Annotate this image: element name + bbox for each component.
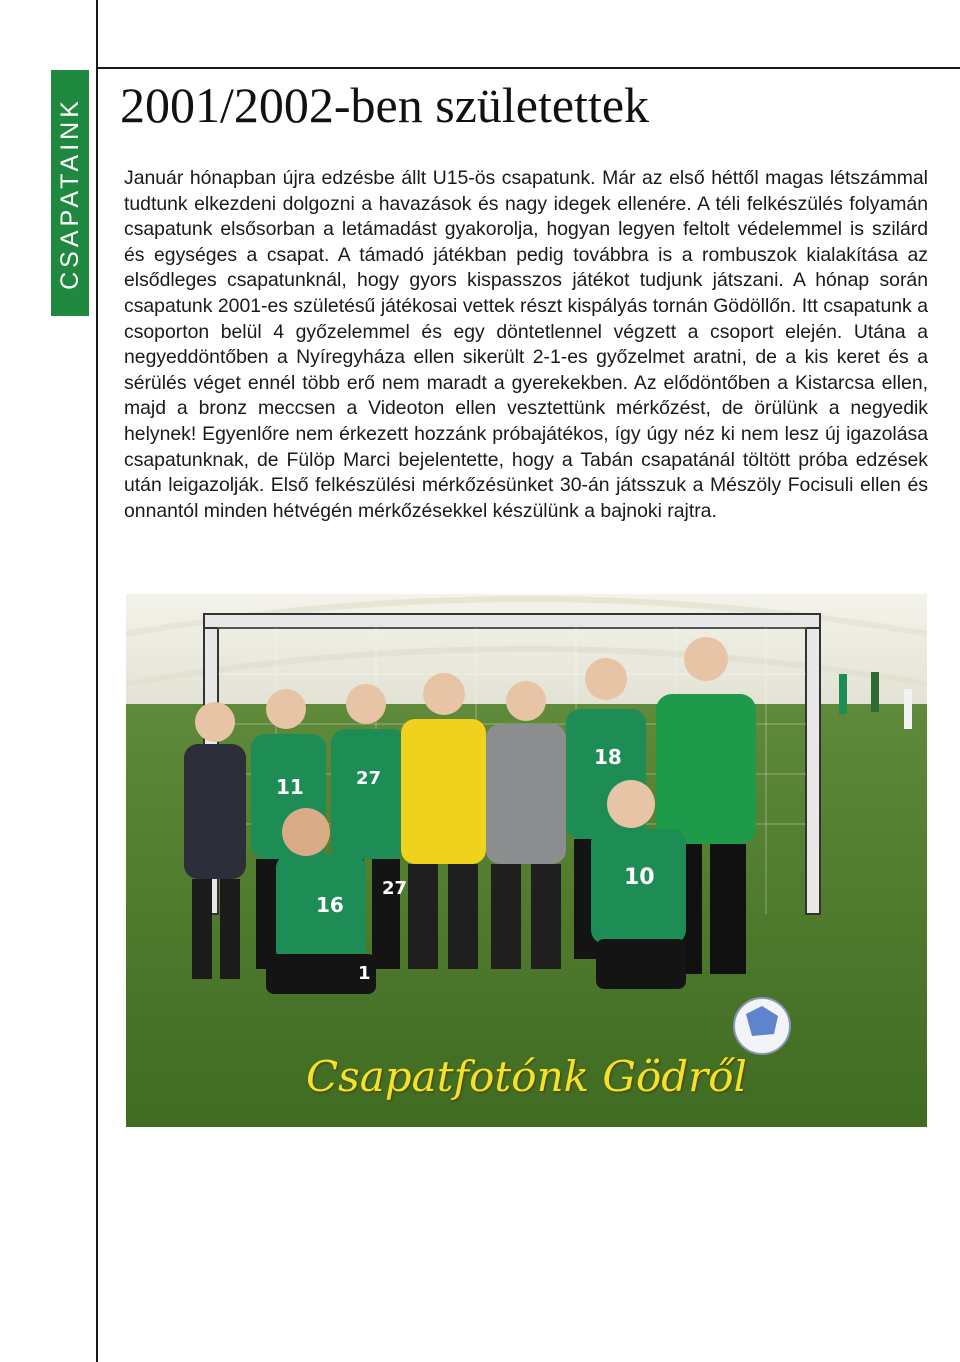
- jersey-number: 10: [624, 865, 655, 890]
- section-tab: [51, 70, 89, 316]
- vertical-rule: [96, 0, 98, 1362]
- jersey-number: 1: [358, 963, 371, 984]
- horizontal-rule: [96, 67, 960, 69]
- article-body: Január hónapban újra edzésbe állt U15-ös csapatunk. Már az első héttől magas létszámmal tudtunk elkezdeni dolgozni a havazások és nagy idegek ellenére. A téli felkészülés folyamán csapatunk elsősorban a letámadást gyakorolja, hogyan legyen feltolt védelemmel is szilárd és egységes a csapat. A támadó játékban pedig továbbra is a rombuszok kialakítása az elsődleges csapatunknál, hogy gyors kispasszos játékot tudjunk játszani. A hónap során csapatunk 2001-es születésű játékosai vettek részt kispályás tornán Gödöllőn. Itt csapatunk a csoporton belül 4 győzelemmel és egy döntetlennel végzett a csoport elején. Utána a negyeddöntőben a Nyíregyháza ellen sikerült 2-1-es győzelmet aratni, de a kis keret és a sérülés véget ennél több erő nem maradt a gyerekekben. Az elődöntőben a Kistarcsa ellen, majd a bronz meccsen a Videoton ellen vesztettünk mérkőzést, de örülünk a negyedik helynek! Egyenlőre nem érkezett hozzánk próbajátékos, így úgy néz ki nem lesz új igazolása csapatunknak, de Fülöp Marci bejelentette, hogy a Tabán csapatánál töltött próba edzések után leigazolják. Első felkészülési mérkőzésünket 30-án játsszuk a Mészöly Focisuli ellen és onnantól minden hétvégén mérkőzésekkel készülünk a bajnoki rajtra.: [124, 167, 928, 522]
- team-photo: [126, 594, 927, 1127]
- jersey-number: 18: [594, 745, 622, 769]
- jersey-number: 27: [356, 768, 382, 789]
- section-label: CSAPATAINK: [55, 96, 84, 290]
- jersey-number: 11: [276, 775, 304, 799]
- team-photo-illustration: [126, 594, 927, 1127]
- page-title: 2001/2002-ben születettek: [120, 77, 650, 133]
- photo-caption: Csapatfotónk Gödről: [306, 1052, 747, 1101]
- jersey-number: 16: [316, 893, 344, 917]
- jersey-number: 27: [382, 878, 408, 899]
